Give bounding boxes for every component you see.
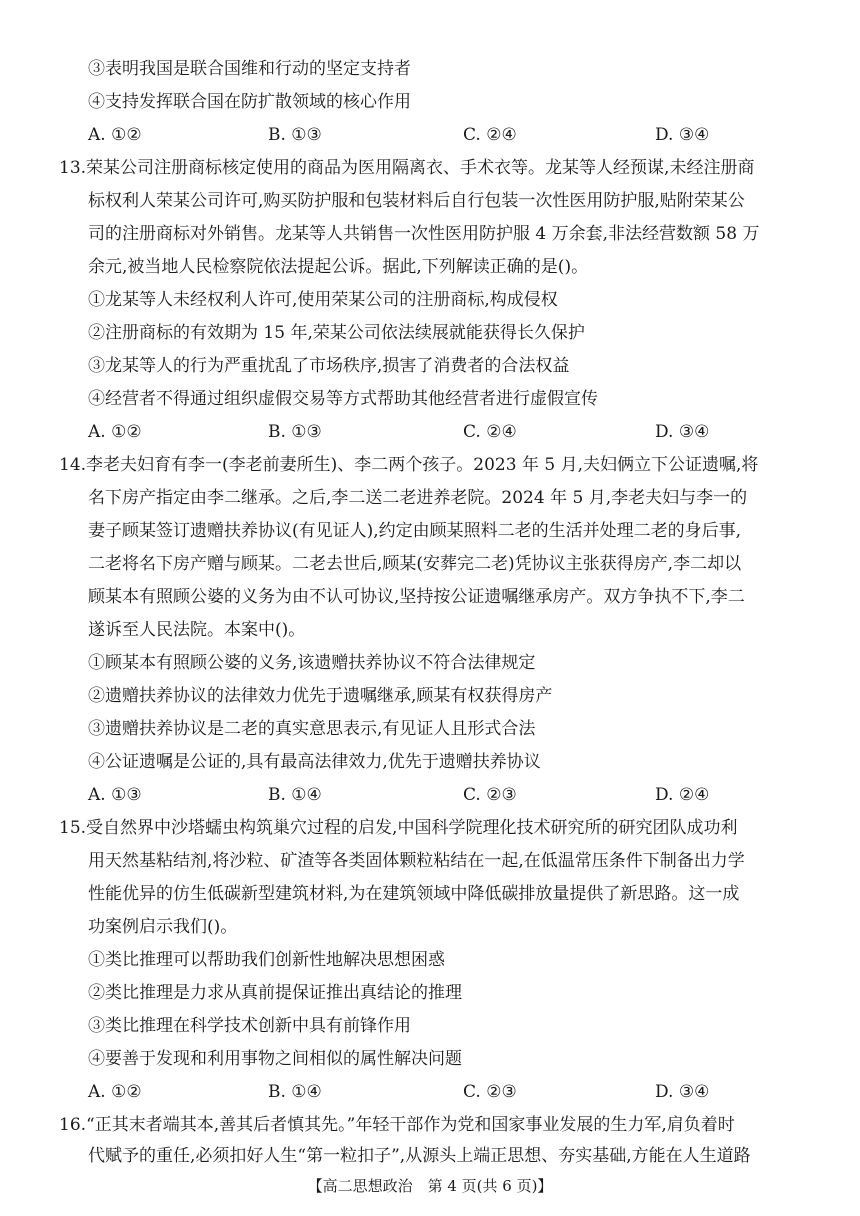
question-stem-line: 顾某本有照顾公婆的义务为由不认可协议,坚持按公证遗嘱继承房产。双方争执不下,李二 [88, 587, 745, 607]
question-stem-line: 司的注册商标对外销售。龙某等人共销售一次性医用防护服 4 万余套,非法经营数额 58 万 [88, 224, 760, 244]
option-c[interactable]: C. ②④ [463, 125, 517, 145]
choice-item: ①龙某等人未经权利人许可,使用荣某公司的注册商标,构成侵权 [88, 290, 558, 310]
option-a[interactable]: A. ①② [88, 422, 142, 442]
choice-item: ④经营者不得通过组织虚假交易等方式帮助其他经营者进行虚假宣传 [88, 389, 598, 409]
option-c[interactable]: C. ②③ [463, 1082, 517, 1102]
answer-options [88, 784, 808, 806]
option-d[interactable]: D. ③④ [655, 1082, 710, 1102]
choice-item: ④公证遗嘱是公证的,具有最高法律效力,优先于遗赠扶养协议 [88, 752, 541, 772]
choice-item: ②注册商标的有效期为 15 年,荣某公司依法续展就能获得长久保护 [88, 323, 585, 343]
question-stem-line: 遂诉至人民法院。本案中()。 [88, 620, 306, 640]
option-d[interactable]: D. ③④ [655, 422, 710, 442]
question-stem-line: 性能优异的仿生低碳新型建筑材料,为在建筑领域中降低碳排放量提供了新思路。这一成 [88, 884, 740, 904]
page-footer: 【高二思想政治 第 4 页(共 6 页)】 [307, 1177, 553, 1195]
option-c[interactable]: C. ②④ [463, 422, 517, 442]
choice-item: ②遗赠扶养协议的法律效力优先于遗嘱继承,顾某有权获得房产 [88, 686, 553, 706]
option-b[interactable]: B. ①④ [268, 785, 322, 805]
option-c[interactable]: C. ②③ [463, 785, 517, 805]
answer-options [88, 124, 808, 146]
choice-item: ①类比推理可以帮助我们创新性地解决思想困惑 [88, 950, 445, 970]
option-d[interactable]: D. ②④ [655, 785, 710, 805]
question-stem-line: 用天然基粘结剂,将沙粒、矿渣等各类固体颗粒粘结在一起,在低温常压条件下制备出力学 [88, 851, 745, 871]
choice-item: ④要善于发现和利用事物之间相似的属性解决问题 [88, 1049, 462, 1069]
answer-options [88, 1081, 808, 1103]
option-a[interactable]: A. ①② [88, 125, 142, 145]
answer-options [88, 421, 808, 443]
question-stem-line: 妻子顾某签订遗赠扶养协议(有见证人),约定由顾某照料二老的生活并处理二老的身后事, [88, 521, 742, 541]
option-b[interactable]: B. ①④ [268, 1082, 322, 1102]
question-stem-line: 16.“正其末者端其本,善其后者慎其先。”年轻干部作为党和国家事业发展的生力军,肩负着时 [59, 1115, 735, 1135]
choice-item: ②类比推理是力求从真前提保证推出真结论的推理 [88, 983, 462, 1003]
option-a[interactable]: A. ①② [88, 1082, 142, 1102]
question-stem-line: 名下房产指定由李二继承。之后,李二送二老进养老院。2024 年 5 月,李老夫妇与李一的 [88, 488, 748, 508]
choice-item: ③龙某等人的行为严重扰乱了市场秩序,损害了消费者的合法权益 [88, 356, 570, 376]
question-stem-line: 13.荣某公司注册商标核定使用的商品为医用隔离衣、手术衣等。龙某等人经预谋,未经注册商 [59, 158, 755, 178]
choice-item: ③类比推理在科学技术创新中具有前锋作用 [88, 1016, 411, 1036]
question-stem-line: 15.受自然界中沙塔蠕虫构筑巢穴过程的启发,中国科学院理化技术研究所的研究团队成功利 [59, 818, 738, 838]
question-stem-line: 14.李老夫妇育有李一(李老前妻所生)、李二两个孩子。2023 年 5 月,夫妇俩立下公证遗嘱,将 [59, 455, 759, 475]
question-stem-line: 功案例启示我们()。 [88, 917, 238, 937]
question-stem-line: 标权利人荣某公司许可,购买防护服和包装材料后自行包装一次性医用防护服,贴附荣某公 [88, 191, 745, 211]
question-stem-line: 代赋予的重任,必须扣好人生“第一粒扣子”,从源头上端正思想、夯实基础,方能在人生道路 [88, 1146, 751, 1166]
question-stem-line: 二老将名下房产赠与顾某。二老去世后,顾某(安葬完二老)凭协议主张获得房产,李二却以 [88, 554, 742, 574]
option-b[interactable]: B. ①③ [268, 422, 322, 442]
question-stem-line: 余元,被当地人民检察院依法提起公诉。据此,下列解读正确的是()。 [88, 257, 589, 277]
choice-item: ①顾某本有照顾公婆的义务,该遗赠扶养协议不符合法律规定 [88, 653, 536, 673]
choice-item: ④支持发挥联合国在防扩散领域的核心作用 [88, 92, 411, 112]
option-b[interactable]: B. ①③ [268, 125, 322, 145]
choice-item: ③遗赠扶养协议是二老的真实意思表示,有见证人且形式合法 [88, 719, 536, 739]
choice-item: ③表明我国是联合国维和行动的坚定支持者 [88, 59, 411, 79]
option-a[interactable]: A. ①③ [88, 785, 142, 805]
option-d[interactable]: D. ③④ [655, 125, 710, 145]
